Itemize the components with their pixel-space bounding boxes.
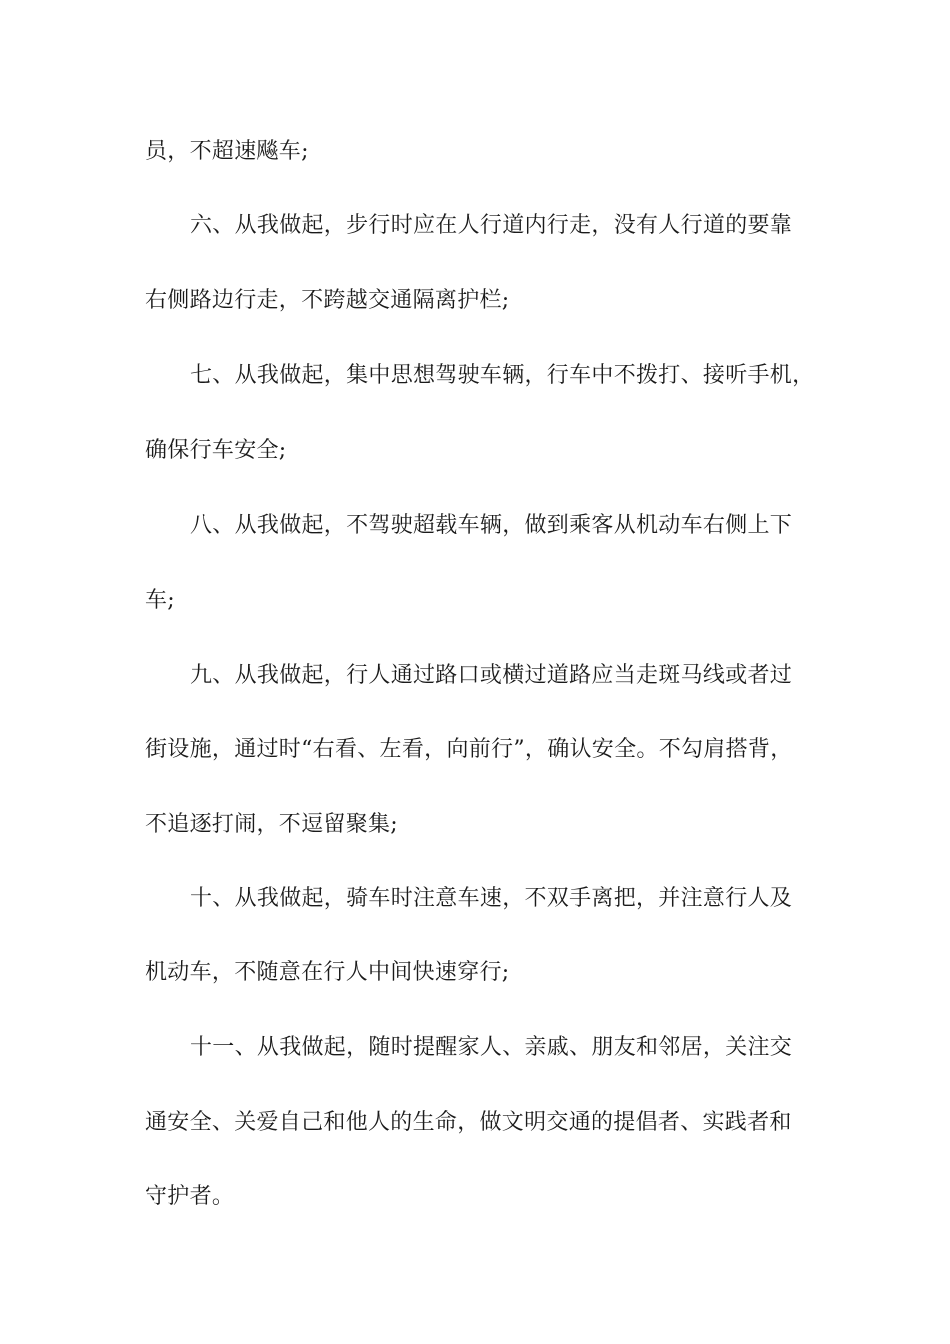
item-6-line-2: 右侧路边行走，不跨越交通隔离护栏; [145,288,510,313]
item-9-line-3: 不追逐打闹，不逗留聚集; [145,812,399,837]
item-11-line-3: 守护者。 [145,1184,235,1209]
item-6-line-1: 六、从我做起，步行时应在人行道内行走，没有人行道的要靠 [190,213,793,238]
item-11-line-2: 通安全、关爱自己和他人的生命，做文明交通的提倡者、实践者和 [145,1110,792,1135]
item-8-line-1: 八、从我做起，不驾驶超载车辆，做到乘客从机动车右侧上下 [190,513,793,538]
item-9-line-2: 街设施，通过时“右看、左看，向前行”，确认安全。不勾肩搭背， [145,737,793,762]
item-8-line-2: 车; [145,588,176,613]
item-10-line-1: 十、从我做起，骑车时注意车速，不双手离把，并注意行人及 [190,886,793,911]
text-line-continuation: 员，不超速飚车; [145,139,309,164]
item-7-line-1: 七、从我做起，集中思想驾驶车辆，行车中不拨打、接听手机， [190,363,815,388]
item-9-line-1: 九、从我做起，行人通过路口或横过道路应当走斑马线或者过 [190,663,793,688]
item-11-line-1: 十一、从我做起，随时提醒家人、亲戚、朋友和邻居，关注交 [190,1035,793,1060]
item-10-line-2: 机动车，不随意在行人中间快速穿行; [145,960,510,985]
item-7-line-2: 确保行车安全; [145,438,287,463]
